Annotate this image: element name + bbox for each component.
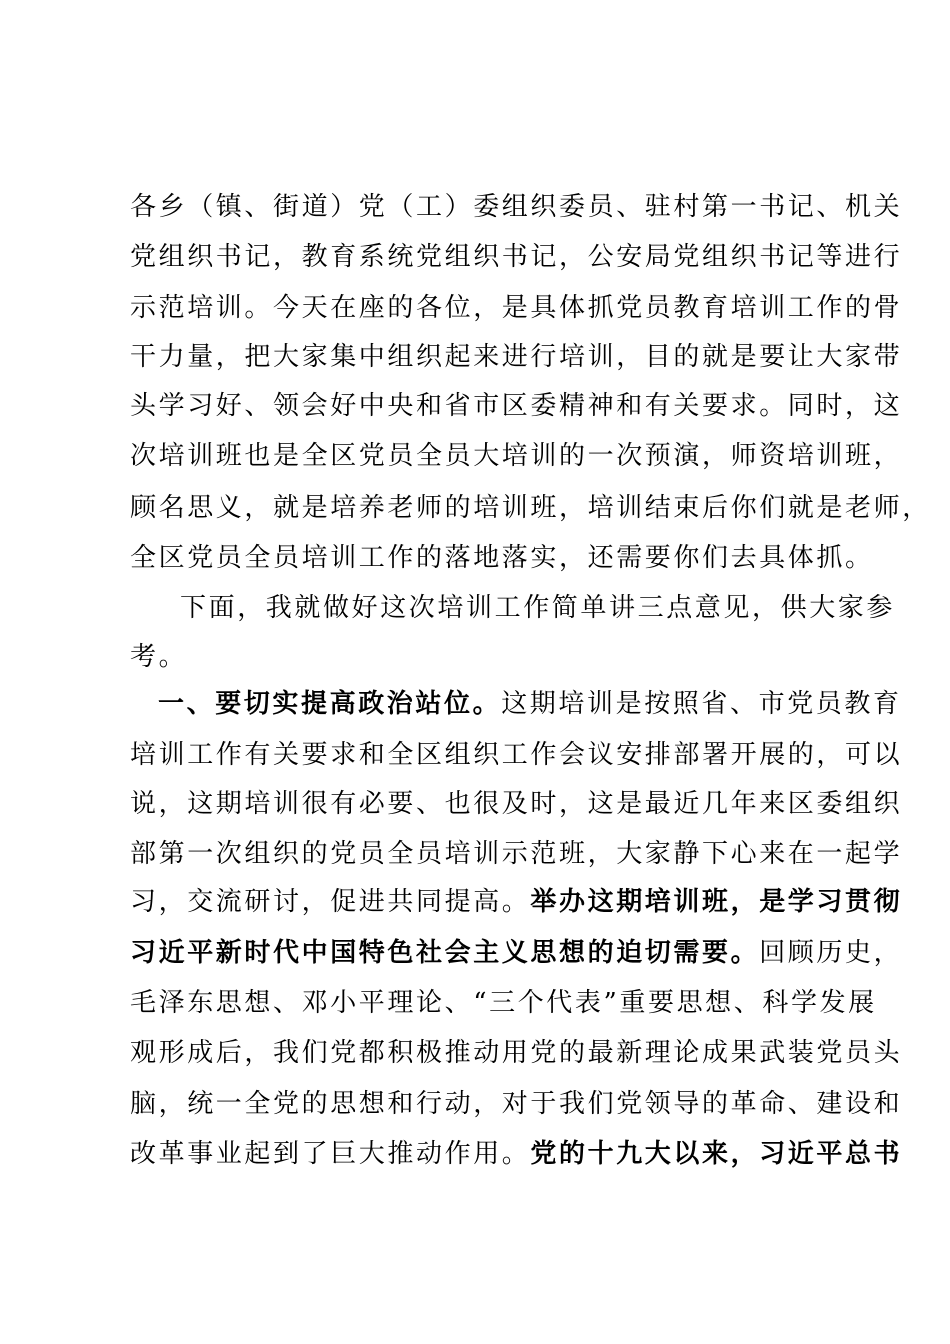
bold-text: 党的十九大以来，习近平总书: [530, 1139, 903, 1169]
text-line: [130, 784, 902, 824]
body-text: 顾名思义，就是培养老师的培训班，培训结束后你们就是老师，: [130, 493, 931, 523]
body-text: 头学习好、领会好中央和省市区委精神和有关要求。同时，这: [130, 391, 903, 421]
bold-text: 举办这期培训班，是学习贯彻: [530, 887, 903, 917]
text-line: [130, 834, 902, 874]
text-line: [130, 386, 902, 426]
body-text: 干力量，把大家集中组织起来进行培训，目的就是要让大家带: [130, 342, 903, 372]
bold-text: 一、要切实提高政治站位。: [158, 689, 502, 719]
text-line: [130, 538, 874, 578]
body-text: 毛泽东思想、邓小平理论、“三个代表”重要思想、科学发展: [130, 988, 877, 1018]
text-line: [130, 1084, 902, 1124]
text-line: [158, 684, 902, 724]
body-text: 说，这期培训很有必要、也很及时，这是最近几年来区委组织: [130, 789, 903, 819]
body-text: 考。: [130, 642, 188, 672]
text-line: [130, 488, 931, 528]
text-line: [130, 1033, 902, 1073]
body-text: 次培训班也是全区党员全员大培训的一次预演，师资培训班，: [130, 441, 903, 471]
text-line: [130, 882, 902, 922]
text-line: [130, 187, 902, 227]
body-text: 全区党员全员培训工作的落地落实，还需要你们去具体抓。: [130, 543, 874, 573]
text-line: [180, 588, 895, 628]
text-line: [130, 637, 187, 677]
body-text: 回顾历史，: [759, 938, 903, 968]
body-text: 各乡（镇、街道）党（工）委组织委员、驻村第一书记、机关: [130, 192, 903, 222]
body-text: 习，交流研讨，促进共同提高。: [130, 887, 531, 917]
body-text: 部第一次组织的党员全员培训示范班，大家静下心来在一起学: [130, 839, 903, 869]
body-text: 培训工作有关要求和全区组织工作会议安排部署开展的，可以: [130, 740, 903, 770]
body-text: 这期培训是按照省、市党员教育: [501, 689, 902, 719]
body-text: 下面，我就做好这次培训工作简单讲三点意见，供大家参: [180, 593, 896, 623]
body-text: 示范培训。今天在座的各位，是具体抓党员教育培训工作的骨: [130, 293, 903, 323]
text-line: [130, 436, 902, 476]
bold-text: 习近平新时代中国特色社会主义思想的迫切需要。: [130, 938, 760, 968]
text-line: [130, 933, 902, 973]
text-line: [130, 288, 902, 328]
body-text: 党组织书记，教育系统党组织书记，公安局党组织书记等进行: [130, 242, 903, 272]
text-line: [130, 983, 877, 1023]
text-line: [130, 735, 902, 775]
body-text: 观形成后，我们党都积极推动用党的最新理论成果武装党员头: [130, 1038, 903, 1068]
text-line: [130, 1134, 902, 1174]
text-line: [130, 337, 902, 377]
body-text: 脑，统一全党的思想和行动，对于我们党领导的革命、建设和: [130, 1089, 903, 1119]
body-text: 改革事业起到了巨大推动作用。: [130, 1139, 531, 1169]
text-line: [130, 237, 902, 277]
